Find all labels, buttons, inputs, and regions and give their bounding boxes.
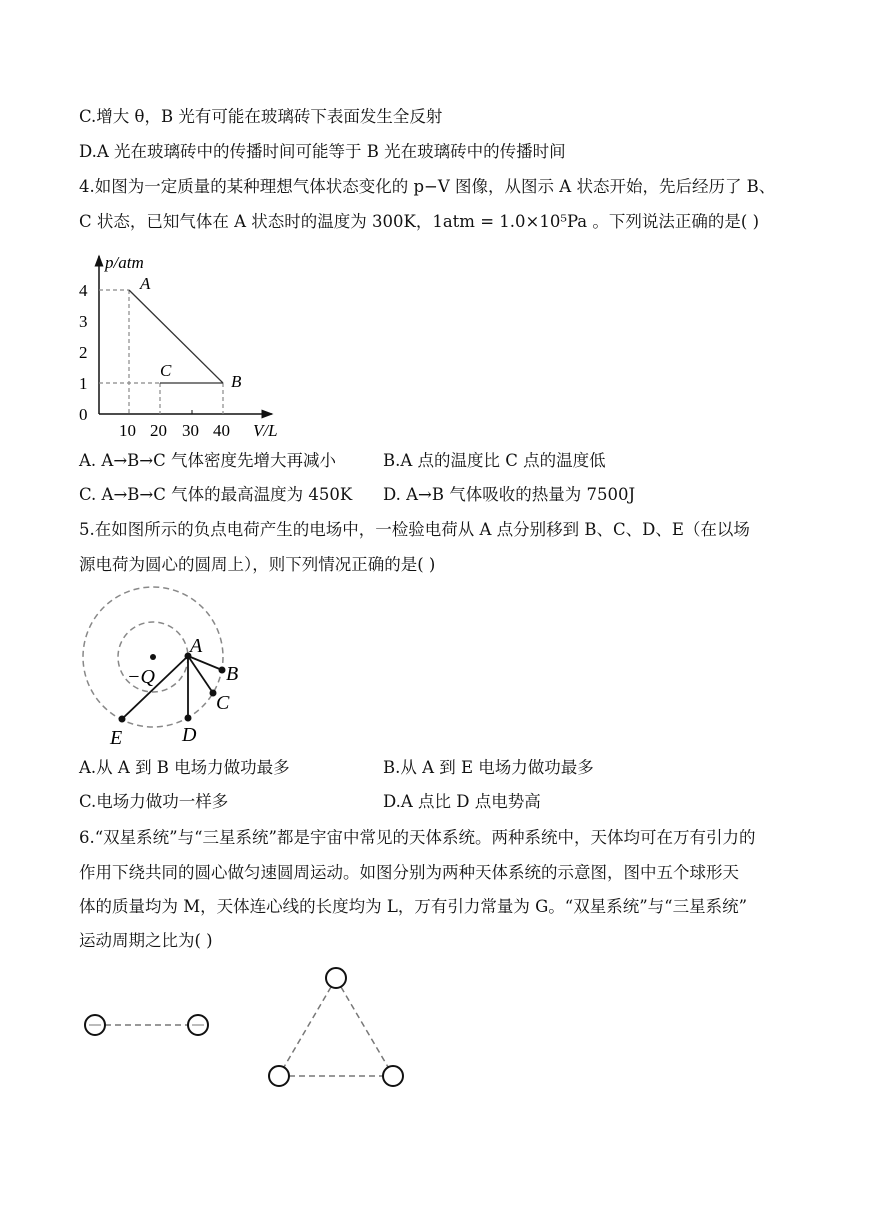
origin-label: 0: [79, 405, 88, 424]
q4-stem-line1: 4.如图为一定质量的某种理想气体状态变化的 p−V 图像，从图示 A 状态开始，先后经历了 B、: [79, 177, 776, 196]
point-b-label: B: [226, 663, 239, 685]
x-axis-label: V/L: [253, 421, 278, 440]
field-figure: [83, 587, 238, 749]
x-tick: 30: [182, 421, 199, 440]
y-tick: 3: [79, 312, 88, 331]
y-axis-label: p/atm: [105, 253, 144, 272]
q6-stem-line2: 作用下绕共同的圆心做匀速圆周运动。如图分别为两种天体系统的示意图，图中五个球形天: [79, 863, 739, 882]
point-a-label: A: [140, 274, 151, 293]
line-ab: [129, 290, 223, 383]
y-tick: 4: [79, 281, 88, 300]
q4-option-d: D. A→B 气体吸收的热量为 7500J: [383, 485, 636, 504]
y-tick: 1: [79, 374, 88, 393]
point-a-label: A: [190, 635, 203, 657]
charge-label: −Q: [127, 666, 155, 688]
x-tick: 10: [119, 421, 136, 440]
binary-star-figure: [85, 1015, 208, 1035]
point-e-label: E: [110, 727, 123, 749]
charge-dot: [150, 654, 156, 660]
q5-stem-line1: 5.在如图所示的负点电荷产生的电场中，一检验电荷从 A 点分别移到 B、C、D、E（在以场: [79, 520, 750, 539]
point-c-label: C: [160, 361, 172, 380]
q6-stem-line3: 体的质量均为 M，天体连心线的长度均为 L，万有引力常量为 G。“双星系统”与“三星系统”: [79, 897, 748, 916]
pv-graph: [79, 253, 278, 440]
y-tick: 2: [79, 343, 88, 362]
q6-stem-line1: 6.“双星系统”与“三星系统”都是宇宙中常见的天体系统。两种系统中，天体均可在万有引力的: [79, 828, 756, 847]
q5-stem-line2: 源电荷为圆心的圆周上），则下列情况正确的是( ): [79, 555, 436, 574]
point-d-label: D: [182, 724, 197, 746]
x-tick: 20: [150, 421, 167, 440]
q4-option-c: C. A→B→C 气体的最高温度为 450K: [79, 485, 353, 504]
q3-option-d: D.A 光在玻璃砖中的传播时间可能等于 B 光在玻璃砖中的传播时间: [79, 142, 566, 161]
q6-stem-line4: 运动周期之比为( ): [79, 931, 213, 950]
q4-option-a: A. A→B→C 气体密度先增大再减小: [79, 451, 336, 470]
q4-stem-line2: C 状态，已知气体在 A 状态时的温度为 300K，1atm = 1.0×10⁵Pa 。下列说法正确的是( ): [79, 212, 760, 231]
q5-option-c: C.电场力做功一样多: [79, 792, 229, 811]
x-tick: 40: [213, 421, 230, 440]
q5-option-b: B.从 A 到 E 电场力做功最多: [383, 758, 594, 777]
triple-star-figure: [269, 968, 403, 1086]
q4-option-b: B.A 点的温度比 C 点的温度低: [383, 451, 606, 470]
point-c-label: C: [216, 692, 230, 714]
q3-option-c: C.增大 θ，B 光有可能在玻璃砖下表面发生全反射: [79, 107, 443, 126]
point-b-label: B: [231, 372, 242, 391]
q5-option-d: D.A 点比 D 点电势高: [383, 792, 541, 811]
q5-option-a: A.从 A 到 B 电场力做功最多: [79, 758, 290, 777]
